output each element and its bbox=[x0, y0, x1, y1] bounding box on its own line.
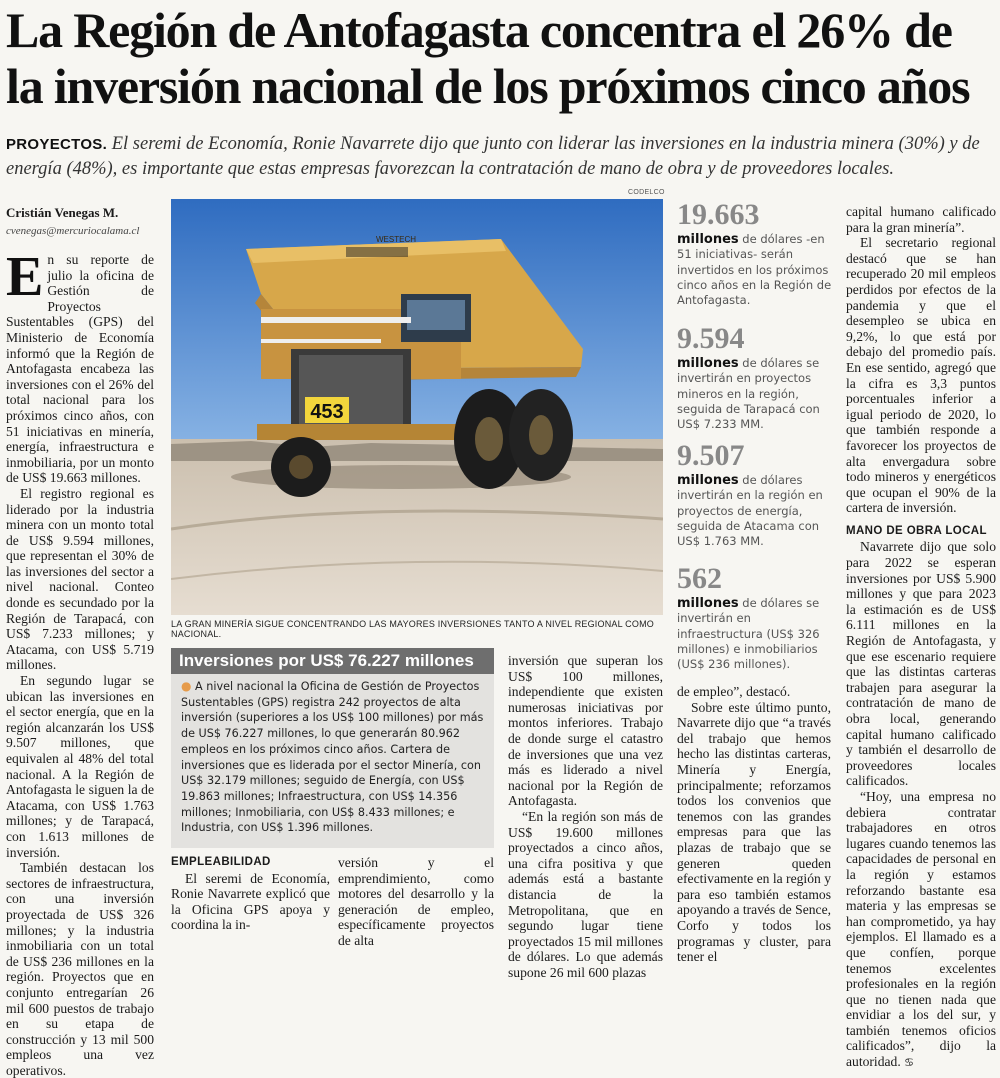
subhead-empleabilidad: EMPLEABILIDAD bbox=[171, 856, 271, 868]
info-box bbox=[171, 648, 494, 848]
photo-caption: LA GRAN MINERÍA SIGUE CONCENTRANDO LAS MAYORES INVERSIONES TANTO A NIVEL REGIONAL COMO NACIONAL. bbox=[171, 619, 654, 639]
stat-562 bbox=[677, 564, 837, 672]
paragraph: inversión que superan los US$ 100 millones, independiente que existen numerosas iniciativas por montos inferiores. Trabajo de donde surge el catastro de inversiones que una vez más es liderado a nivel nacional por la Región de Antofagasta. bbox=[508, 653, 663, 809]
column-1 bbox=[6, 246, 154, 1078]
paragraph: “En la región son más de US$ 19.600 millones proyectados a cinco años, una cifra positiva y que además está a bastante distancia de la Metropolitana, que en segundo lugar tiene proyectados 15 mil millones de dólares. Lo que además supone 26 mil 600 plazas bbox=[508, 808, 663, 980]
paragraph: El seremi de Economía, Ronie Navarrete explicó que la Oficina GPS apoya y coordina la in- bbox=[171, 870, 330, 933]
end-mark-icon: ♋ bbox=[904, 1056, 915, 1070]
paragraph: de empleo”, destacó. bbox=[677, 684, 791, 699]
paragraph: En segundo lugar se ubican las inversiones en el sector energía, que en la región alcanzarán los US$ 9.507 millones, que equivalen al 48% del total nacional. A la Región de Antofagasta le siguen la de Atacama, con US$ 1.763 millones; y de Tarapacá, con 1.613 millones de inversión. bbox=[6, 673, 154, 860]
stat-number: 19.663 bbox=[677, 198, 760, 231]
paragraph: “Hoy, una empresa no debiera contratar trabajadores en otros lugares cuando tenemos las capacidades de personal en la región y estamos reforzando bastante esa materia y las empresas se han comprometido, ya hay ejemplos. El llamado es a que confíen, porque tenemos excelentes profesionales en la región que no tienen nada que envidiar a los del sur, y también tenemos oficios calificados”, dijo la autoridad. ♋ bbox=[846, 788, 996, 1070]
byline-name: Cristián Venegas M. bbox=[6, 205, 119, 220]
column-5 bbox=[677, 684, 831, 965]
paragraph: versión y el emprendimiento, como motores del desarrollo y la generación de empleo, específicamente proyectos de alta bbox=[338, 855, 494, 948]
truck-brand: WESTECH bbox=[376, 235, 416, 244]
mining-truck-illustration bbox=[171, 199, 663, 615]
paragraph: En su reporte de julio la oficina de Gestión de Proyectos Sustentables (GPS) del Ministerio de Economía informó que la Región de Antofagasta encabeza las inversiones con el 26% del total nacional para los próximos cinco años, con 51 iniciativas en minería, energía, infraestructura e inmobiliaria, por un monto de US$ 19.663 millones. bbox=[6, 246, 154, 486]
stat-description: millones de dólares -en 51 iniciativas- serán invertidos en los próximos cinco años en la Región de Antofagasta. bbox=[677, 232, 832, 308]
lede-kicker: PROYECTOS. bbox=[6, 136, 108, 153]
byline-email[interactable]: cvenegas@mercuriocalama.cl bbox=[6, 225, 140, 237]
stat-description: millones de dólares se invertirán en proyectos mineros en la región, seguida de Tarapacá con US$ 7.233 MM. bbox=[677, 356, 820, 432]
stat-19663 bbox=[677, 200, 837, 308]
subhead-mano-de-obra: MANO DE OBRA LOCAL bbox=[846, 524, 987, 537]
column-2-bottom bbox=[171, 855, 330, 933]
lede-text: El seremi de Economía, Ronie Navarrete dijo que junto con liderar las inversiones en la industria minera (30%) y de energía (48%), es importante que estas empresas favorezcan la contratación de mano de obra y de proveedores locales. bbox=[6, 134, 980, 179]
info-box-text: ● A nivel nacional la Oficina de Gestión de Proyectos Sustentables (GPS) registra 242 proyectos de alta inversión (superiores a los US$ 100 millones) por más de US$ 76.227 millones, lo que generarán 80.962 empleos en los próximos cinco años. Cartera de inversiones que es liderada por el sector Minería, con US$ 32.179 millones; seguido de Energía, con US$ 19.863 millones; Infraestructura, con US$ 14.356 millones; Inmobiliaria, con US$ 8.433 millones; e Industria, con US$ 1.396 millones. bbox=[181, 679, 484, 835]
stat-description: millones de dólares invertirán en la región en proyectos de energía, seguida de Atacama con US$ 1.763 MM. bbox=[677, 473, 823, 549]
paragraph: También destacan los sectores de infraestructura, con una inversión proyectada de US$ 326 millones; y la industria inmobiliaria con un total de US$ 236 millones en la región. Proyectos que en conjunto entregarían 26 mil 600 puestos de trabajo en su etapa de construcción y 13 mil 500 empleos una vez operativos. bbox=[6, 860, 154, 1078]
stat-number: 9.507 bbox=[677, 439, 745, 472]
stat-number: 562 bbox=[677, 562, 722, 595]
paragraph: capital humano calificado para la gran minería”. bbox=[846, 204, 996, 235]
paragraph: El registro regional es liderado por la industria minera con un monto total de US$ 9.594 millones, que representan el 30% de las inversiones del sector a nivel nacional. Conteo donde es secundado por la Región de Tarapacá, con US$ 7.233 millones; y Atacama, con US$ 5.719 millones. bbox=[6, 485, 154, 673]
info-box-title: Inversiones por US$ 76.227 millones bbox=[171, 648, 494, 674]
paragraph: El secretario regional destacó que se han recuperado 20 mil empleos perdidos por efectos de la pandemia y que el desempleo se ubica en 9,2%, lo que está por debajo del promedio país. En ese sentido, agregó que la cifra es 3,3 puntos porcentuales inferior a igual periodo de 2020, lo que también responde a favorecer los proyectos de alta envergadura sobre todo mineros y energéticos que ocupan el 90% de la cartera de inversión. bbox=[846, 235, 996, 516]
stat-number: 9.594 bbox=[677, 322, 745, 355]
byline bbox=[6, 205, 166, 237]
photo-mining-truck bbox=[171, 199, 663, 615]
bullet-icon: ● bbox=[181, 679, 192, 693]
stat-9507 bbox=[677, 441, 837, 549]
paragraph: Navarrete dijo que solo para 2022 se esperan inversiones por US$ 5.900 millones y que para 2023 la estimación es de US$ 6.111 millones en la Región de Antofagasta, y que ese escenario requiere que las distintas carteras trabajen para asegurar la contratación de mano de obra local, generando capital humano calificado y también el desarrollo de proveedores locales calificados. bbox=[846, 539, 996, 789]
headline: La Región de Antofagasta concentra el 26% de la inversión nacional de los próximos cinco años bbox=[6, 2, 970, 114]
truck-number: 453 bbox=[310, 401, 344, 423]
column-3-bottom bbox=[338, 855, 494, 949]
column-4 bbox=[508, 653, 663, 980]
photo-credit: CODELCO bbox=[628, 189, 665, 196]
lede bbox=[6, 132, 994, 182]
stat-description: millones de dólares se invertirán en infraestructura (US$ 326 millones) e inmobiliarios (US$ 236 millones). bbox=[677, 596, 820, 672]
paragraph: Sobre este último punto, Navarrete dijo que “a través del trabajo que hemos hecho las distintas carteras, Minería y Energía, principalmente; reforzamos todos los convenios que tenemos con las grandes empresas para que las plazas de trabajo que se generen queden efectivamente en la región y para eso también estamos apoyando a través de Sence, Corfo y todos los programas y cluster, para tener el bbox=[677, 699, 831, 965]
column-6 bbox=[846, 204, 996, 1071]
stat-9594 bbox=[677, 324, 837, 432]
dropcap: E bbox=[6, 246, 44, 308]
